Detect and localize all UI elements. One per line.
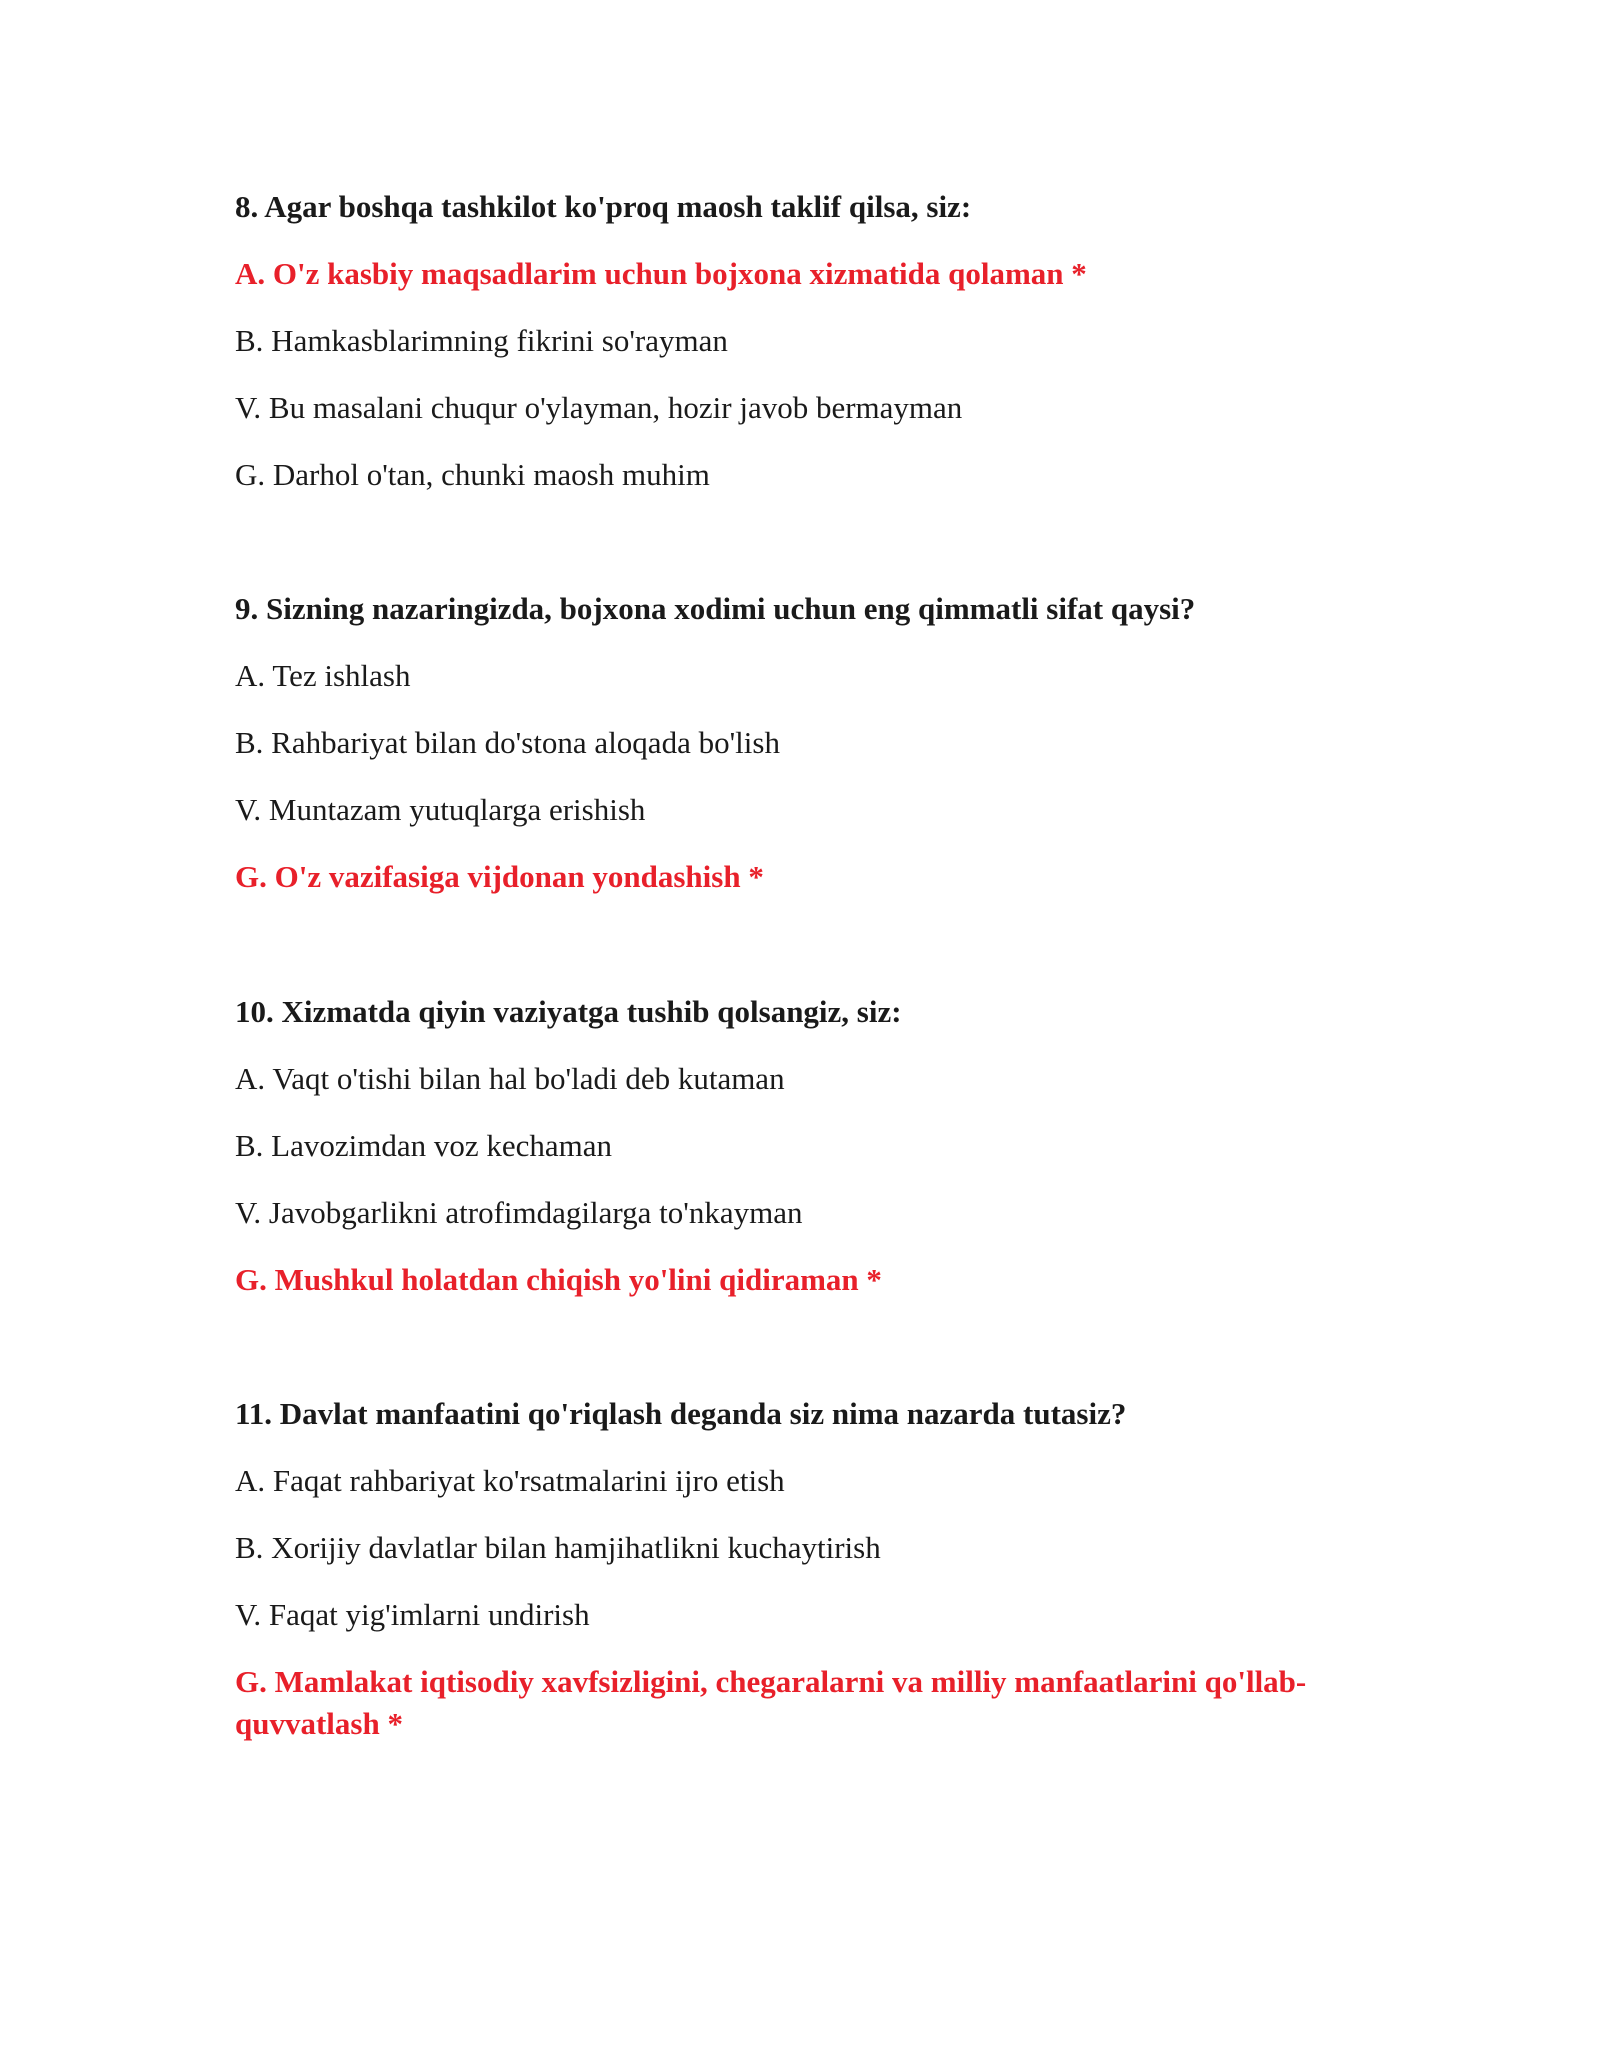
question-10 [235, 991, 1365, 1297]
option-v: V. Muntazam yutuqlarga erishish [235, 792, 646, 827]
question-title: 8. Agar boshqa tashkilot ko'proq maosh taklif qilsa, siz: [235, 189, 972, 224]
option-a: A. O'z kasbiy maqsadlarim uchun bojxona xizmatida qolaman * [235, 256, 1087, 291]
question-title: 11. Davlat manfaatini qo'riqlash deganda siz nima nazarda tutasiz? [235, 1396, 1127, 1431]
option-v: V. Bu masalani chuqur o'ylayman, hozir javob bermayman [235, 390, 963, 425]
question-title: 10. Xizmatda qiyin vaziyatga tushib qolsangiz, siz: [235, 994, 902, 1029]
option-a: A. Tez ishlash [235, 658, 411, 693]
option-v: V. Faqat yig'imlarni undirish [235, 1597, 590, 1632]
question-title: 9. Sizning nazaringizda, bojxona xodimi uchun eng qimmatli sifat qaysi? [235, 591, 1196, 626]
question-8 [235, 186, 1365, 492]
option-v: V. Javobgarlikni atrofimdagilarga to'nkayman [235, 1195, 803, 1230]
question-11 [235, 1393, 1365, 1741]
option-b: B. Rahbariyat bilan do'stona aloqada bo'lish [235, 725, 780, 760]
option-g: G. O'z vazifasiga vijdonan yondashish * [235, 859, 764, 894]
option-b: B. Hamkasblarimning fikrini so'rayman [235, 323, 728, 358]
option-a: A. Faqat rahbariyat ko'rsatmalarini ijro etish [235, 1463, 785, 1498]
question-9 [235, 588, 1365, 894]
option-g: G. Darhol o'tan, chunki maosh muhim [235, 457, 710, 492]
option-b: B. Xorijiy davlatlar bilan hamjihatlikni kuchaytirish [235, 1530, 881, 1565]
option-g: G. Mamlakat iqtisodiy xavfsizligini, chegaralarni va milliy manfaatlarini qo'llab-quvvatlash * [235, 1664, 1307, 1741]
option-g: G. Mushkul holatdan chiqish yo'lini qidiraman * [235, 1262, 882, 1297]
option-a: A. Vaqt o'tishi bilan hal bo'ladi deb kutaman [235, 1061, 785, 1096]
option-b: B. Lavozimdan voz kechaman [235, 1128, 613, 1163]
